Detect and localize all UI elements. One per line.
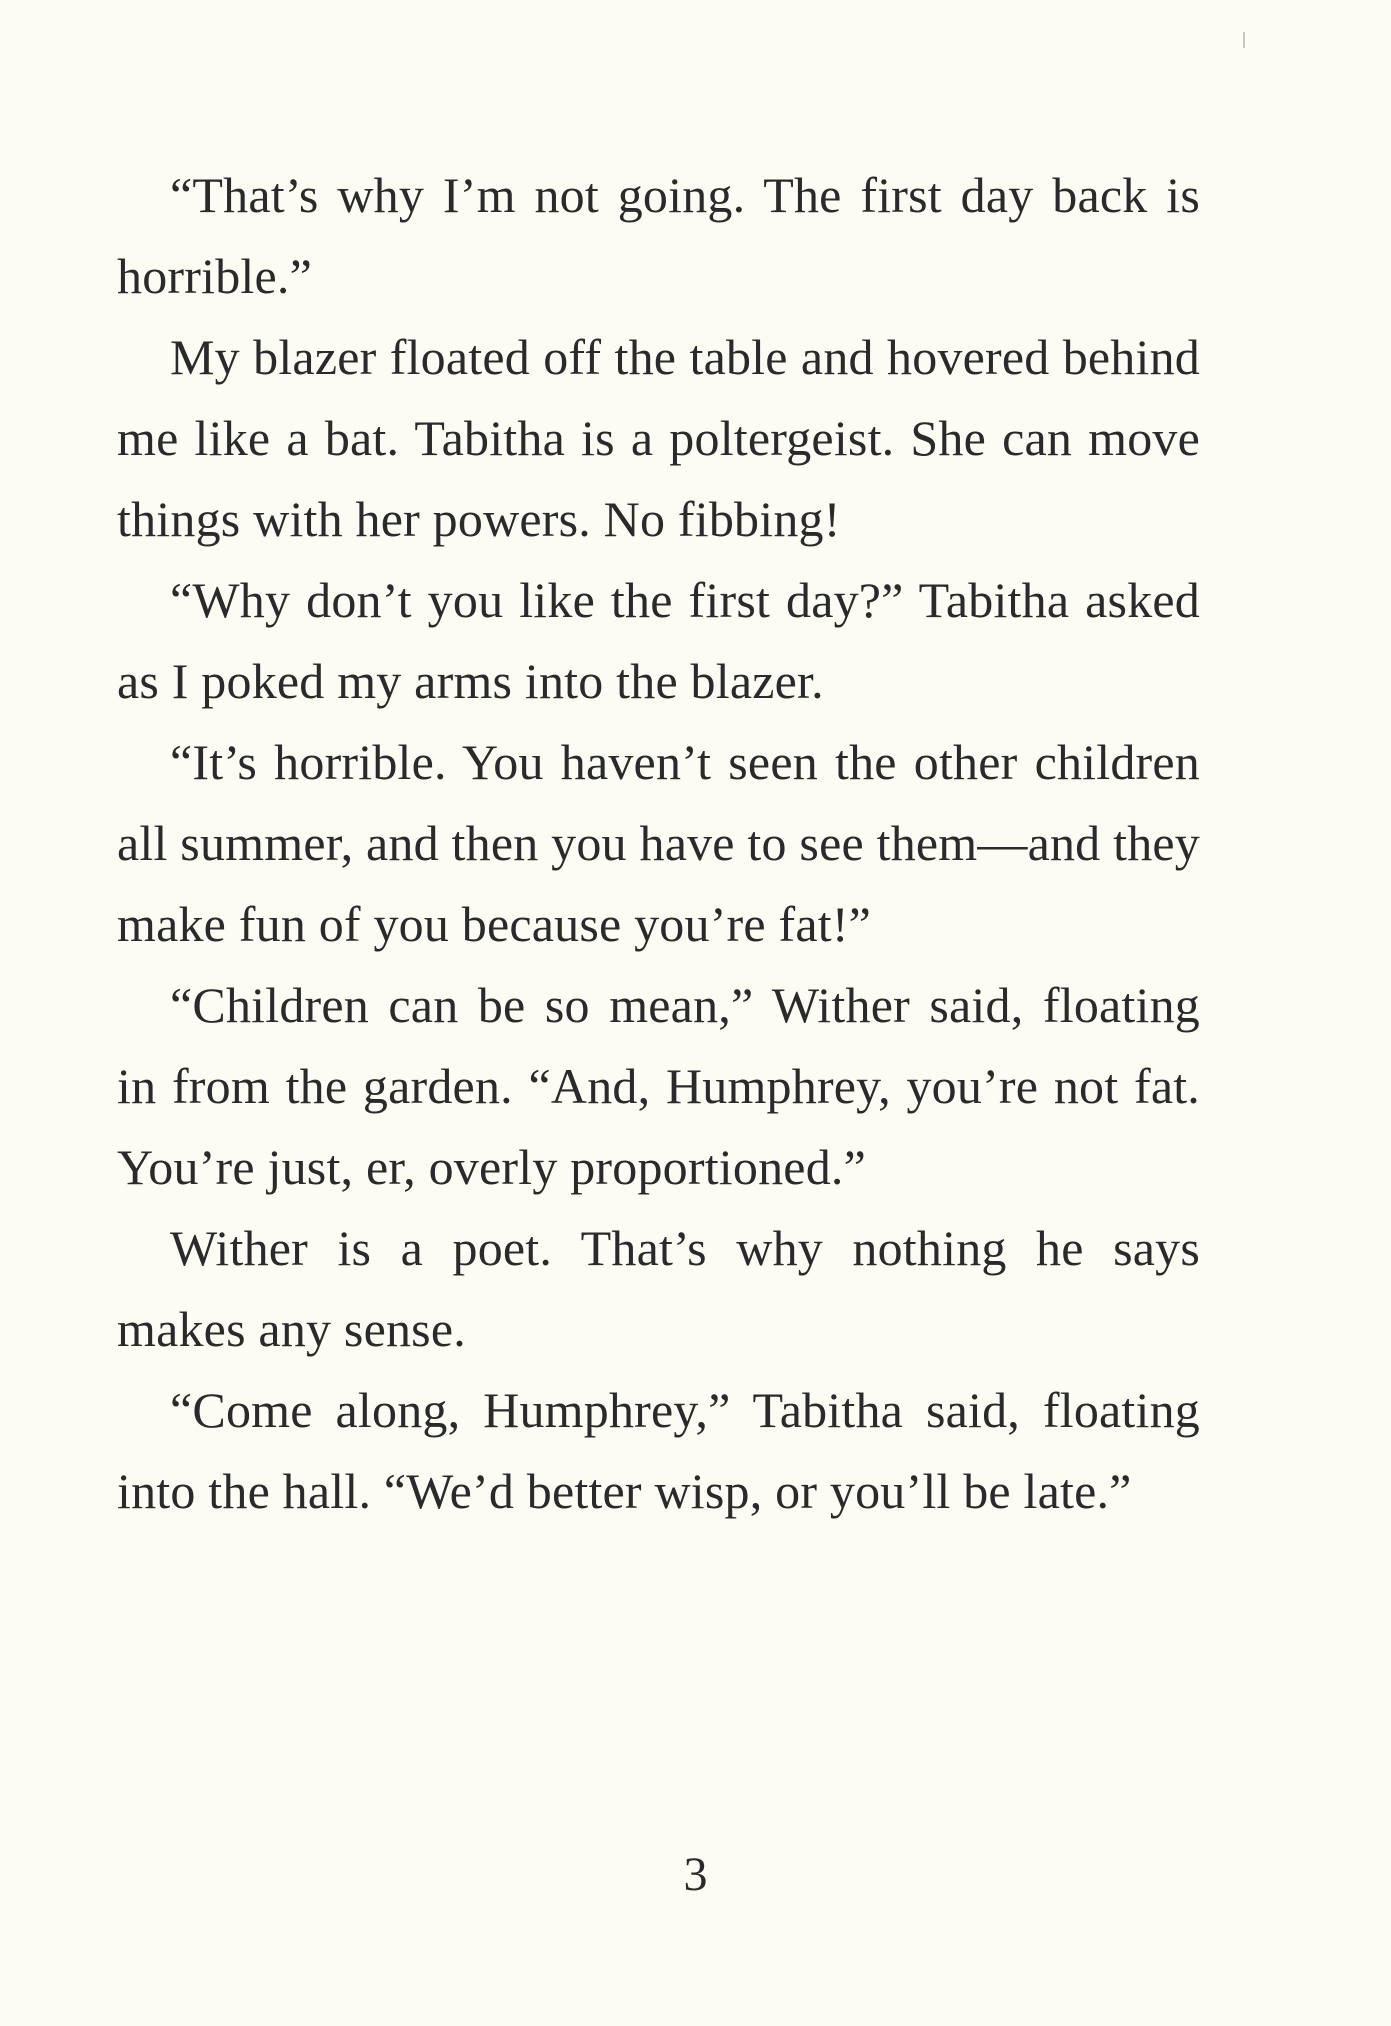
paragraph: Wither is a poet. That’s why nothing he says makes any sense. [117, 1220, 1200, 1357]
paragraph: “It’s horrible. You haven’t seen the other children all summer, and then you have to see them—and they make fun of you because you’re fat!” [117, 734, 1200, 952]
paragraph: My blazer floated off the table and hovered behind me like a bat. Tabitha is a poltergeist. She can move things with her powers. No fibbing! [117, 329, 1200, 547]
paragraph: “Come along, Humphrey,” Tabitha said, floating into the hall. “We’d better wisp, or you’ll be late.” [117, 1382, 1200, 1519]
paragraph: “Children can be so mean,” Wither said, floating in from the garden. “And, Humphrey, you’re not fat. You’re just, er, overly proportioned.” [117, 977, 1200, 1195]
paragraph: “Why don’t you like the first day?” Tabitha asked as I poked my arms into the blazer. [117, 572, 1200, 709]
body-text [117, 155, 1200, 1532]
scan-speck [1243, 32, 1245, 48]
paragraph: “That’s why I’m not going. The first day back is horrible.” [117, 167, 1200, 304]
page-number: 3 [683, 1848, 708, 1901]
